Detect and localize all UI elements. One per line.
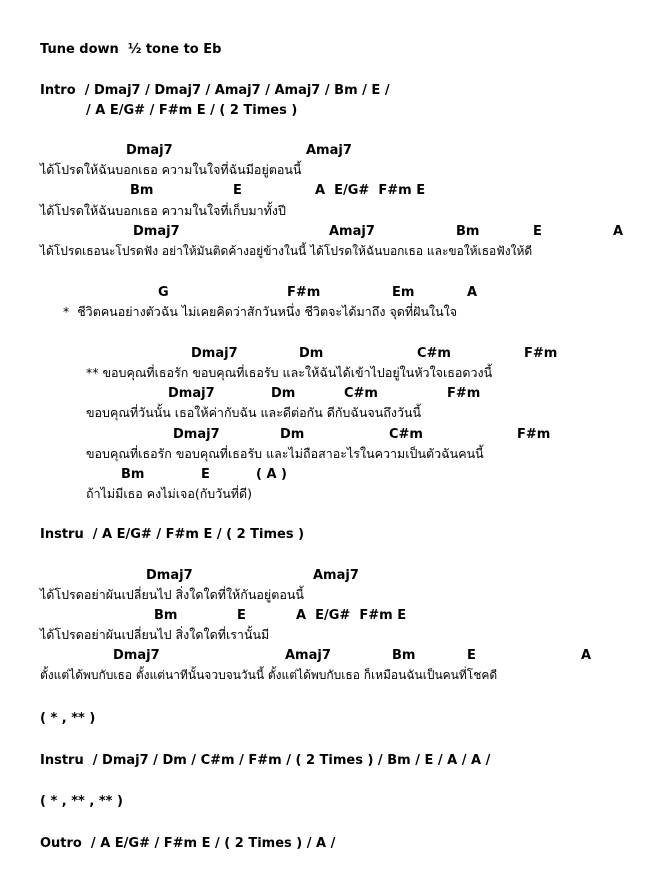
chord: Dmaj7 xyxy=(146,568,193,583)
verse2-lyric-line-2: ได้โปรดอย่าผันเปลี่ยนไป สิ่งใดใดที่เรานั้นมี xyxy=(40,627,270,642)
verse1-lyric-line-1: ได้โปรดให้ฉันบอกเธอ ความในใจที่ฉันมีอยู่ตอนนี้ xyxy=(40,162,302,177)
chord: Em xyxy=(392,285,415,300)
instrumental-line-1: Instru / A E/G# / F#m E / ( 2 Times ) xyxy=(40,527,305,542)
chord: Amaj7 xyxy=(329,224,375,239)
chorus-lyric-line-2: ขอบคุณที่วันนั้น เธอให้ค่ากับฉัน และดีต่อกัน ดีกับฉันจนถึงวันนี้ xyxy=(86,405,422,420)
chord: Dm xyxy=(271,386,296,401)
chorus-lyric-line-1: ** ขอบคุณที่เธอรัก ขอบคุณที่เธอรับ และให้ฉันได้เข้าไปอยู่ในหัวใจเธอดวงนี้ xyxy=(86,365,493,380)
chord: A xyxy=(613,224,624,239)
chord: Amaj7 xyxy=(306,143,352,158)
chord: Dmaj7 xyxy=(126,143,173,158)
intro-line-2: / A E/G# / F#m E / ( 2 Times ) xyxy=(86,103,298,118)
chord: C#m xyxy=(344,386,378,401)
chord: C#m xyxy=(389,427,423,442)
chord: Amaj7 xyxy=(285,648,331,663)
verse2-lyric-line-3: ตั้งแต่ได้พบกับเธอ ตั้งแต่นาทีนั้นจวบจนวันนี้ ตั้งแต่ได้พบกับเธอ ก็เหมือนฉันเป็นคนที่โชคดี xyxy=(40,668,498,682)
chord: A E/G# F#m E xyxy=(296,608,407,623)
chord: A xyxy=(467,285,478,300)
chord: Dmaj7 xyxy=(191,346,238,361)
chord: Bm xyxy=(154,608,178,623)
chord: G xyxy=(158,285,169,300)
chord: ( A ) xyxy=(256,467,287,482)
repeat-marker-1: ( * , ** ) xyxy=(40,711,96,726)
chord: Dmaj7 xyxy=(173,427,220,442)
chord: Bm xyxy=(121,467,145,482)
chord: F#m xyxy=(447,386,481,401)
chord: E xyxy=(201,467,210,482)
chord: E xyxy=(237,608,246,623)
chord: Bm xyxy=(130,183,154,198)
chord: Dm xyxy=(280,427,305,442)
chord: Dm xyxy=(299,346,324,361)
chorus-lyric-line-3: ขอบคุณที่เธอรัก ขอบคุณที่เธอรับ และไม่ถือสาอะไรในความเป็นตัวฉันคนนี้ xyxy=(86,446,484,461)
chord: Dmaj7 xyxy=(168,386,215,401)
verse1-lyric-line-3: ได้โปรดเธอนะโปรดฟัง อย่าให้มันติดค้างอยู่ข้างในนี้ ได้โปรดให้ฉันบอกเธอ และขอให้เธอฟังให้ดี xyxy=(40,244,533,258)
verse2-chord-line-3 xyxy=(0,649,670,727)
chord: F#m xyxy=(524,346,558,361)
chord: Dmaj7 xyxy=(113,648,160,663)
chord: Bm xyxy=(456,224,480,239)
chord: Bm xyxy=(392,648,416,663)
tuning-note: Tune down ½ tone to Eb xyxy=(40,42,222,57)
chord: Amaj7 xyxy=(313,568,359,583)
chord: Dmaj7 xyxy=(133,224,180,239)
chord: F#m xyxy=(517,427,551,442)
outro-line: Outro / A E/G# / F#m E / ( 2 Times ) / A / xyxy=(40,836,336,851)
chord: C#m xyxy=(417,346,451,361)
instrumental-line-2: Instru / Dmaj7 / Dm / C#m / F#m / ( 2 Times ) / Bm / E / A / A / xyxy=(40,753,491,768)
chord: E xyxy=(233,183,242,198)
repeat-marker-2: ( * , ** , ** ) xyxy=(40,794,123,809)
prechorus-lyric-line-1: * ชีวิตคนอย่างตัวฉัน ไม่เคยคิดว่าสักวันหนึ่ง ชีวิตจะได้มาถึง จุดที่ฝันในใจ xyxy=(63,304,458,319)
chord: E xyxy=(533,224,542,239)
verse1-lyric-line-2: ได้โปรดให้ฉันบอกเธอ ความในใจที่เก็บมาทั้งปี xyxy=(40,203,286,218)
chord: A E/G# F#m E xyxy=(315,183,426,198)
chord: F#m xyxy=(287,285,321,300)
verse2-lyric-line-1: ได้โปรดอย่าผันเปลี่ยนไป สิ่งใดใดที่ให้กันอยู่ตอนนี้ xyxy=(40,587,304,602)
chord: A xyxy=(581,648,592,663)
chorus-lyric-line-4: ถ้าไม่มีเธอ คงไม่เจอ(กับวันที่ดี) xyxy=(86,486,253,501)
intro-line-1: Intro / Dmaj7 / Dmaj7 / Amaj7 / Amaj7 / Bm / E / xyxy=(40,83,390,98)
chord: E xyxy=(467,648,476,663)
